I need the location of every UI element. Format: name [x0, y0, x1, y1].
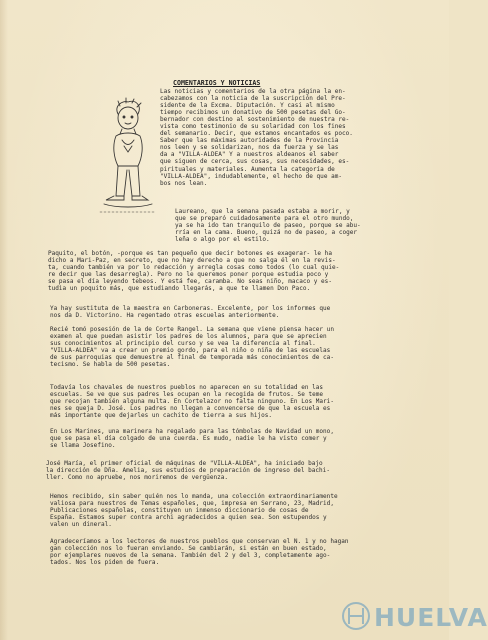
child-illustration	[96, 96, 158, 224]
paragraph-carboneras: Ya hay sustituta de la maestra en Carboneras. Excelente, por los informes que nos da D. Victorino. Ha regentado otras escuelas anteriormente.	[50, 305, 331, 320]
watermark-text: HUELVA	[374, 603, 488, 632]
page-edge-shadow	[0, 0, 8, 640]
paragraph-los-marines: En Los Marines, una marinera ha regalado para las tómbolas de Navidad un mono, que se pasa el día colgado de una cuerda. Es mudo, nadie le ha visto comer y se llama Josefino.	[50, 428, 334, 450]
paragraph-jose-maria: José María, el primer oficial de máquinas de "VILLA-ALDEA", ha iniciado bajo la dirección de Dña. Amelia, sus estudios de preparación de ingreso del bachi- ller. Como no apruebe, nos moriremos de vergüenza.	[46, 460, 330, 482]
section-title: COMENTARIOS Y NOTICIAS	[173, 79, 261, 87]
paragraph-paquito: Paquito, el botón, -porque es tan pequeño que decir botones es exagerar- le ha dicho a Mari-Paz, en secreto, que no hay derecho a que no salga él en la revis- ta, cuando también va por lo redacción y arregla cosas como todos (lo cual quie- re decir que las desarregla). Pero no le queremos poner porque estudia poco y se pasa el día leyendo tebeos. Y está fee, caramba. No seas niño, macaco y es- tudia un poquito más, que estudiando llegarás, a que te llamen Don Paco.	[48, 250, 340, 293]
paragraph-donativo: Las noticias y comentarios de la otra página la en- cabezamos con la noticia de la suscripción del Pre- sidente de la Excma. Diputación. Y casi al mismo tiempo recibimos un donativo de 500 pesetas del Go- bernador con destino al sostenimiento de nuestra re- vista como testimonio de su solaridad con los fines del semanario. Decir, que estamos encantados es poco. Saber que las máximas autoridades de la Provincia nos leen y se solidarizan, nos da fuerza y se las da a "VILLA-ALDEA" Y a nuestros aldeanos el saber que siguen de cerca, sus cosas, sus necesidades, es- pirituales y materiales. Aumenta la categoría de "VILLA-ALDEA", indudablemente, el hecho de que am- bos nos lean.	[160, 88, 353, 187]
paragraph-agradecimiento: Agradeceríamos a los lectores de nuestros pueblos que conservan el N. 1 y no hagan gan colección nos lo fueran enviando. Se cambiarán, si están en buen estado, por ejemplares nuevos de la semana. También del 2 y del 3, completamente ago- tados. Nos los piden de fuera.	[50, 538, 349, 567]
paragraph-escuelas: Todavía los chavales de nuestros pueblos no aparecen en su totalidad en las escuelas. Se ve que sus padres les ocupan en la recogida de frutos. Se teme que recojan también alguna multa. En Cortelazor no falta ninguno. En Los Mari- nes se queja D. José. Los padres no llegan a convencerse de que la escuela es más importante que dejarles un cachito de tierra a sus hijos.	[50, 384, 334, 420]
paragraph-corte-rangel: Recié tomó posesión de la de Corte Rangel. La semana que viene piensa hacer un examen al que puedan asistir los padres de los alumnos, para que se aprecien sus conocimientos al principio del curso y se vea la diferencia al final. "VILLA-ALDEA" va a crear un premio gordo, para el niño o niña de las escuelas de sus parroquias que demuestre al final de temporada más conocimientos de ca- tecismo. Se habla de 500 pesetas.	[50, 326, 334, 369]
paragraph-coleccion: Hemos recibido, sin saber quién nos lo manda, una colección extraordinariamente valiosa para nuestros de Temas españoles, que, impresa en Serrano, 23, Madrid, Publicaciones españolas, constituyen un inmenso diccionario de cosas de España. Estamos super contra archi agradecidos a quien sea. Son estupendos y valen un dineral.	[50, 493, 338, 529]
paragraph-laureano: Laureano, que la semana pasada estaba a morir, y que se preparó cuidadosamente para el otro mundo, ya se ha ido tan tranquilo de paseo, porque se abu- rría en la cama. Bueno, quizá no de paseo, a coger leña o algo por el estilo.	[175, 208, 361, 244]
